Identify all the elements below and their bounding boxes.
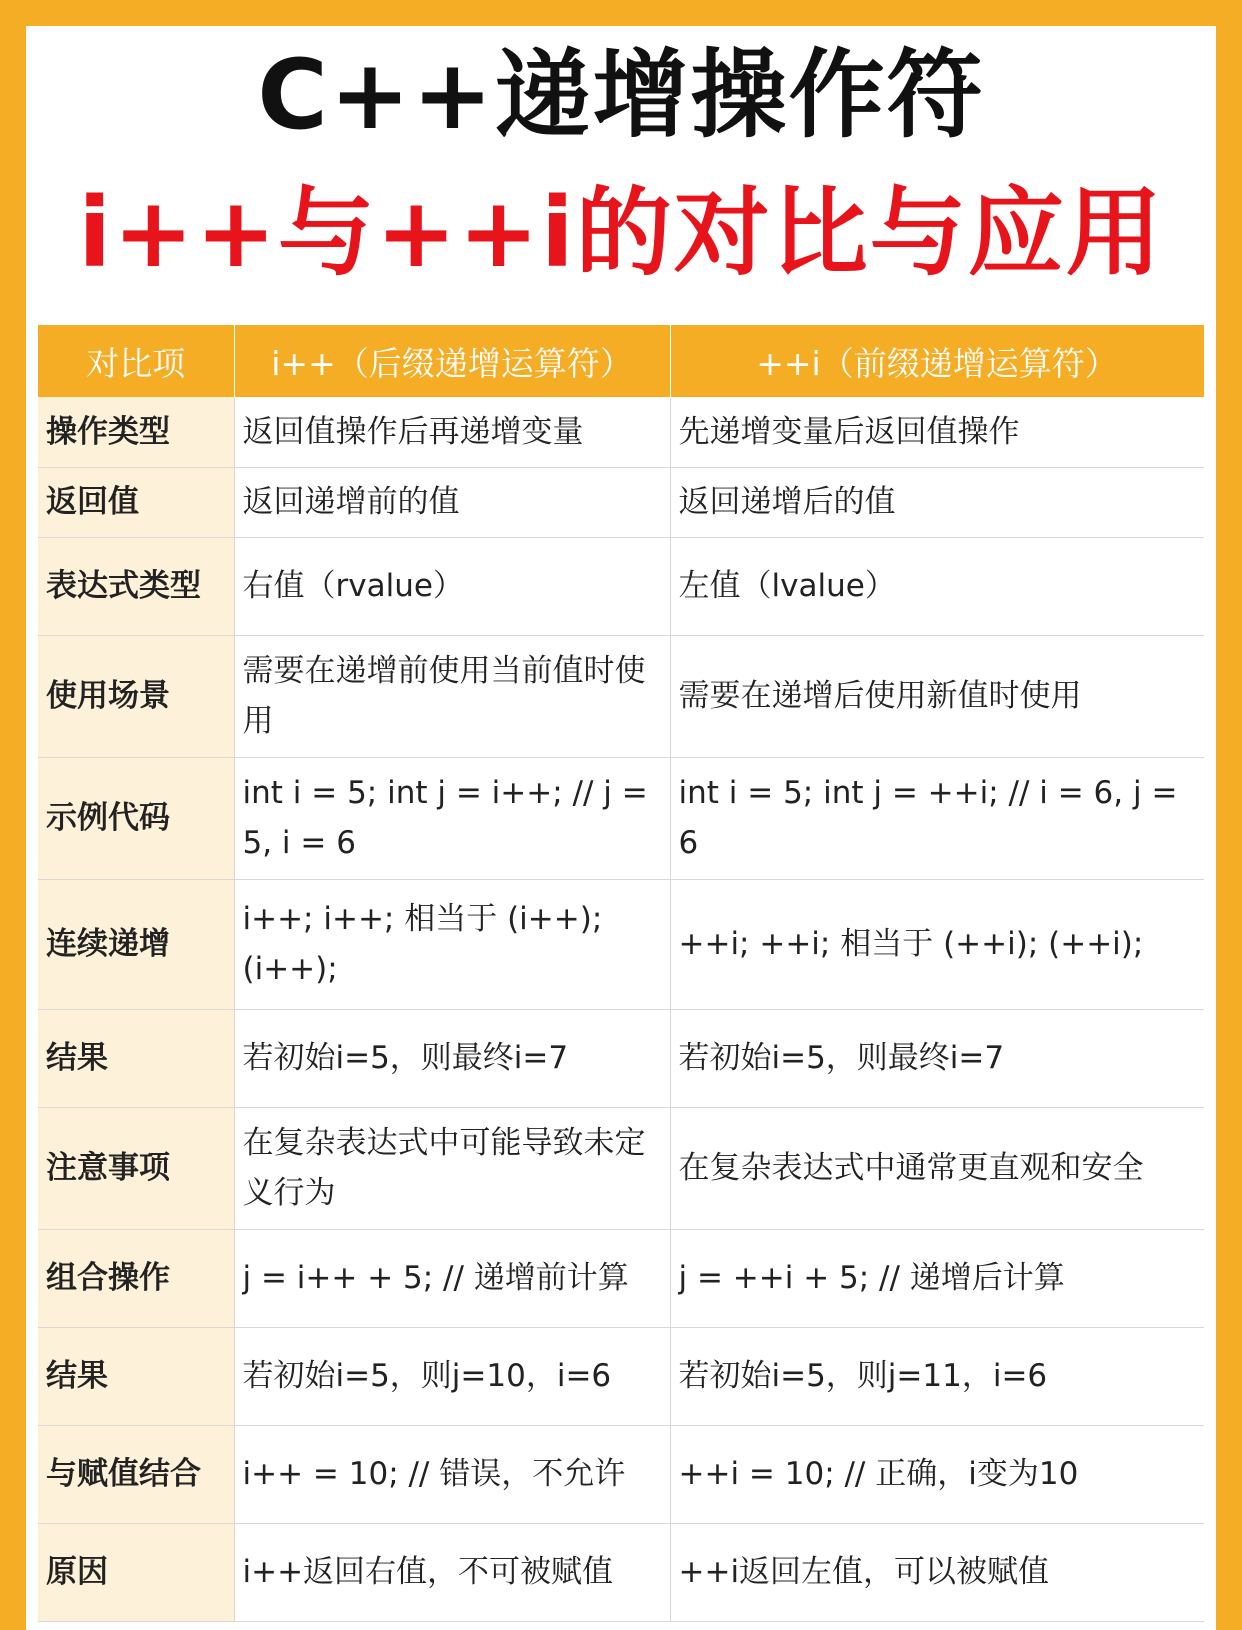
table-row xyxy=(38,397,1204,467)
page-subtitle: i++与++i的对比与应用 xyxy=(78,177,1164,289)
row-label: 结果 xyxy=(38,1327,234,1425)
postfix-cell: j = i++ + 5; // 递增前计算 xyxy=(234,1229,670,1327)
row-label: 表达式类型 xyxy=(38,537,234,635)
prefix-cell: int i = 5; int j = ++i; // i = 6, j = 6 xyxy=(670,757,1204,879)
prefix-cell: 需要在递增后使用新值时使用 xyxy=(670,635,1204,757)
postfix-cell: 返回递增前的值 xyxy=(234,467,670,537)
table-row xyxy=(38,1229,1204,1327)
table-row xyxy=(38,879,1204,1009)
header-compare-item: 对比项 xyxy=(38,325,234,397)
postfix-cell: 若初始i=5，则最终i=7 xyxy=(234,1009,670,1107)
page-title: C++递增操作符 xyxy=(257,39,985,151)
table-header-row xyxy=(38,325,1204,397)
row-label: 结果 xyxy=(38,1009,234,1107)
postfix-cell: 若初始i=5，则j=10，i=6 xyxy=(234,1327,670,1425)
table-row xyxy=(38,1327,1204,1425)
prefix-cell: j = ++i + 5; // 递增后计算 xyxy=(670,1229,1204,1327)
row-label: 使用场景 xyxy=(38,635,234,757)
postfix-cell: i++; i++; 相当于 (i++); (i++); xyxy=(234,879,670,1009)
prefix-cell: ++i = 10; // 正确，i变为10 xyxy=(670,1425,1204,1523)
table-row xyxy=(38,467,1204,537)
row-label: 原因 xyxy=(38,1523,234,1621)
row-label: 注意事项 xyxy=(38,1107,234,1229)
row-label: 组合操作 xyxy=(38,1229,234,1327)
postfix-cell: 返回值操作后再递增变量 xyxy=(234,397,670,467)
postfix-cell: 需要在递增前使用当前值时使用 xyxy=(234,635,670,757)
header-prefix: ++i（前缀递增运算符） xyxy=(670,325,1204,397)
row-label: 返回值 xyxy=(38,467,234,537)
prefix-cell: 返回递增后的值 xyxy=(670,467,1204,537)
prefix-cell: 先递增变量后返回值操作 xyxy=(670,397,1204,467)
table-row xyxy=(38,1425,1204,1523)
postfix-cell: 右值（rvalue） xyxy=(234,537,670,635)
prefix-cell: ++i; ++i; 相当于 (++i); (++i); xyxy=(670,879,1204,1009)
comparison-table xyxy=(38,325,1205,1622)
table-row xyxy=(38,1009,1204,1107)
prefix-cell: 若初始i=5，则j=11，i=6 xyxy=(670,1327,1204,1425)
row-label: 与赋值结合 xyxy=(38,1425,234,1523)
postfix-cell: i++返回右值，不可被赋值 xyxy=(234,1523,670,1621)
table-row xyxy=(38,1107,1204,1229)
row-label: 连续递增 xyxy=(38,879,234,1009)
postfix-cell: i++ = 10; // 错误，不允许 xyxy=(234,1425,670,1523)
row-label: 示例代码 xyxy=(38,757,234,879)
table-row xyxy=(38,757,1204,879)
prefix-cell: ++i返回左值，可以被赋值 xyxy=(670,1523,1204,1621)
header-postfix: i++（后缀递增运算符） xyxy=(234,325,670,397)
table-row xyxy=(38,1523,1204,1621)
row-label: 操作类型 xyxy=(38,397,234,467)
postfix-cell: int i = 5; int j = i++; // j = 5, i = 6 xyxy=(234,757,670,879)
prefix-cell: 若初始i=5，则最终i=7 xyxy=(670,1009,1204,1107)
prefix-cell: 左值（lvalue） xyxy=(670,537,1204,635)
table-row xyxy=(38,635,1204,757)
postfix-cell: 在复杂表达式中可能导致未定义行为 xyxy=(234,1107,670,1229)
prefix-cell: 在复杂表达式中通常更直观和安全 xyxy=(670,1107,1204,1229)
table-row xyxy=(38,537,1204,635)
